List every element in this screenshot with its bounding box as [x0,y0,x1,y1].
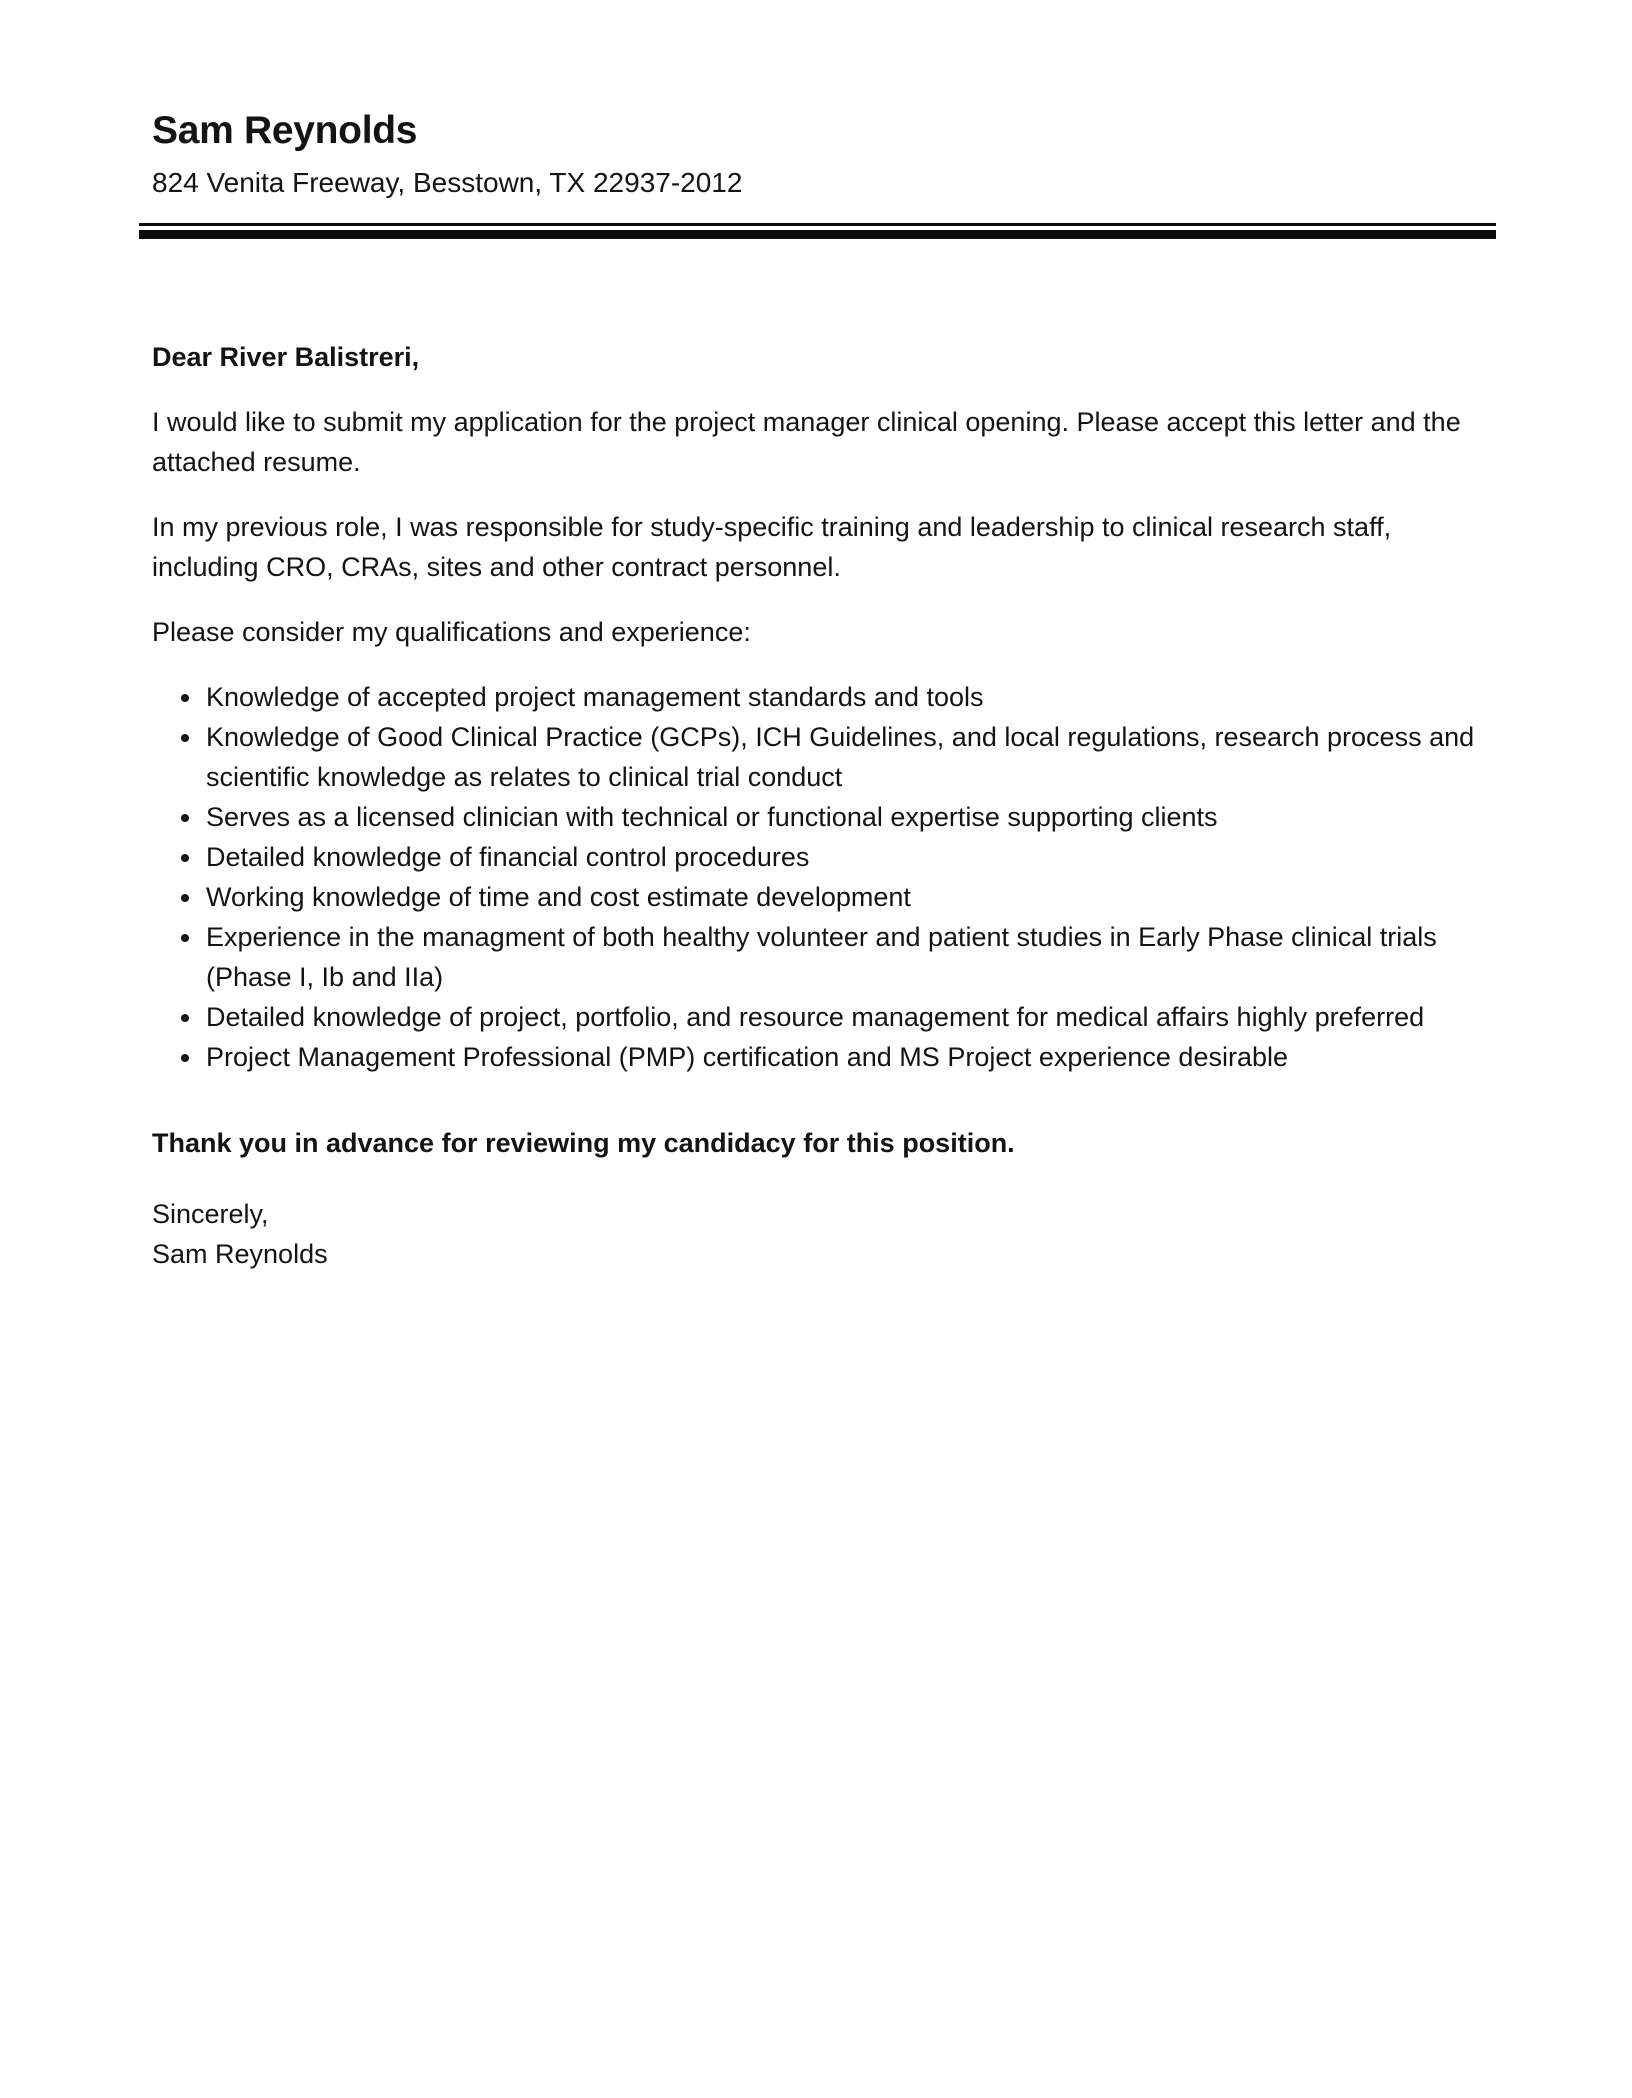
divider-thick-line [139,230,1496,239]
experience-paragraph: In my previous role, I was responsible for study-specific training and leadership to clinical research staff, including CRO, CRAs, sites and other contract personnel. [152,512,1392,583]
qualification-item: • Detailed knowledge of financial control procedures [204,837,1482,877]
qualification-item: • Working knowledge of time and cost estimate development [204,877,1482,917]
closing-statement: Thank you in advance for reviewing my candidacy for this position. [152,1128,1015,1159]
letter-header [152,108,1482,239]
divider-thin-line [139,223,1496,226]
signoff: Sincerely, [152,1199,269,1230]
greeting: Dear River Balistreri, [152,342,420,373]
qualification-item: • Project Management Professional (PMP) certification and MS Project experience desirable [204,1037,1482,1077]
signature: Sam Reynolds [152,1239,328,1270]
qualification-item: • Knowledge of Good Clinical Practice (GCPs), ICH Guidelines, and local regulations, research process and scientific knowledge as relates to clinical trial conduct [204,717,1482,797]
qualifications-intro: Please consider my qualifications and experience: [152,617,751,648]
qualification-item: • Detailed knowledge of project, portfolio, and resource management for medical affairs highly preferred [204,997,1482,1037]
qualification-item: • Experience in the managment of both healthy volunteer and patient studies in Early Phase clinical trials (Phase I, Ib and IIa) [204,917,1482,997]
signoff-block [152,1194,1482,1274]
qualification-item: • Serves as a licensed clinician with technical or functional expertise supporting clients [204,797,1482,837]
letter-body [152,337,1482,1274]
header-divider [139,223,1496,239]
sender-name: Sam Reynolds [152,109,418,152]
sender-address: 824 Venita Freeway, Besstown, TX 22937-2012 [152,166,743,198]
qualifications-list [152,677,1482,1077]
intro-paragraph: I would like to submit my application for the project manager clinical opening. Please accept this letter and the attached resume. [152,407,1461,478]
qualification-item: • Knowledge of accepted project management standards and tools [204,677,1482,717]
